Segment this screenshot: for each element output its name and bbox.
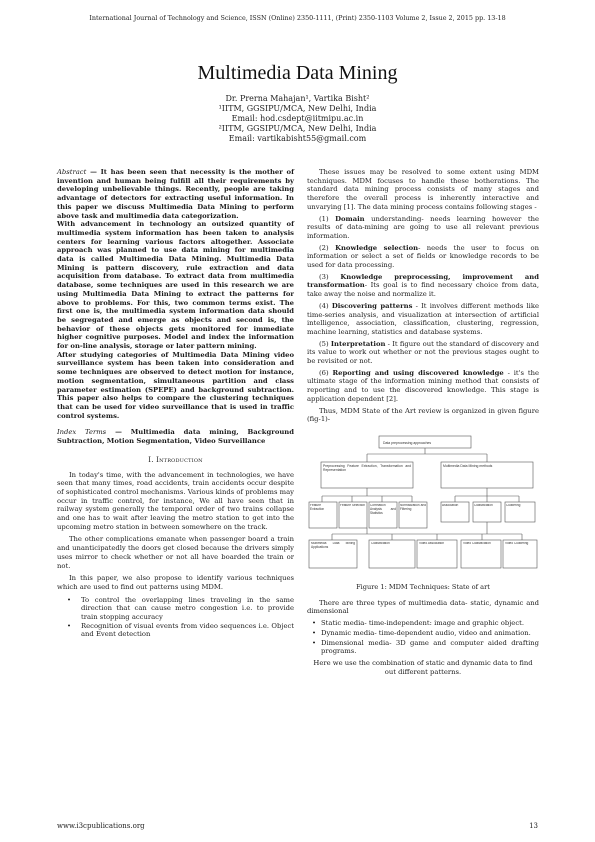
diagram-mid-left-label: Preprocessing Feature Extraction, Transformation and Representation: [323, 463, 411, 472]
abstract-p1: — It has been seen that necessity is the mother of invention and human being fulfill all their requirements by developing unbelievable things. Recently, people are taking advantage of detectors for extracting useful information. In this paper we discuss Multimedia Data Mining to perform above task and multimedia data categorization.: [57, 168, 295, 220]
stage-number: (5): [319, 339, 329, 348]
email-2: Email: vartikabisht55@gmail.com: [228, 134, 367, 143]
stage-number: (3): [319, 272, 329, 281]
stage-item: [307, 340, 539, 366]
stage-heading: Reporting and using discovered knowledge: [332, 368, 504, 377]
stage-number: (6): [319, 368, 329, 377]
diagram-child-label: Normalization and Filtering: [400, 503, 426, 511]
stage-number: (4): [319, 301, 329, 310]
stage-text: - It figure out the standard of discovery and its value to work out whether or not the previous stages ought to be revisited or not.: [307, 339, 539, 366]
diagram-app-label: Classification: [371, 541, 390, 545]
intro-paragraph-3: In this paper, we also propose to identify various techniques which are used to find out patterns using MDM.: [57, 574, 294, 591]
diagram-child-label: Classification: [474, 503, 493, 507]
running-header: International Journal of Technology and Science, ISSN (Online) 2350-1111, (Print) 2350-1103 Volume 2, Issue 2, 2015 pp. 13-18: [89, 14, 506, 22]
diagram-app-label: Video Clustering: [505, 541, 529, 545]
stage-text: understanding- needs learning however the results of data-mining are going to use all relevant previous information.: [307, 214, 539, 240]
author-block: [0, 94, 595, 144]
diagram-svg: [307, 430, 539, 580]
stage-item: [307, 244, 539, 270]
bullet-dot-icon: •: [311, 619, 316, 628]
mdm-techniques-diagram: [307, 430, 539, 580]
media-type-item: [307, 619, 539, 628]
media-type-item: [307, 639, 539, 656]
figure-intro: Thus, MDM State of the Art review is organized in given figure (fig-1)-: [307, 406, 539, 424]
media-type-text: Dynamic media- time-dependent audio, video and animation.: [321, 628, 531, 637]
email-1: Email: hod.csdept@iitmipu.ac.in: [231, 114, 364, 123]
diagram-child-label: Feature Selection: [340, 503, 365, 507]
diagram-app-label: Multimedia Data Mining Applications: [311, 541, 355, 549]
intro-paragraph-1: In today's time, with the advancement in technologies, we have seen that many times, road accidents, train accidents occur despite of sophisticated control mechanisms. Various kinds of problems may occur in traffic control, for instance, We all have seen that in railway system generally the temporal order of two trains collapse and one has to wait after leaving the metro station to get into the upcoming metro station in between somewhere on the track.: [57, 470, 294, 531]
bullet-dot-icon: •: [311, 628, 316, 637]
stage-text: - it's the ultimate stage of the information mining method that consists of reporting and to use the discovered knowledge. This stage is application dependent [2].: [307, 368, 540, 403]
intro-bullet-text: To control the overlapping lines traveling in the same direction that can cause metro congestion i.e. to provide train stopping accuracy: [81, 595, 294, 622]
stage-item: [307, 302, 539, 337]
stage-item: [307, 215, 539, 241]
bullet-dot-icon: •: [311, 638, 316, 647]
stage-heading: Knowledge selection: [335, 243, 419, 252]
intro-bullet-text: Recognition of visual events from video sequences i.e. Object and Event detection: [81, 621, 294, 639]
section-number: I.: [148, 455, 154, 464]
left-column: [57, 168, 294, 639]
stage-text: - Its goal is to find necessary choice from data, take away the noise and normalize it.: [307, 281, 539, 299]
figure-caption: Figure 1: MDM Techniques: State of art: [356, 582, 490, 591]
abstract-label: Abstract: [57, 168, 87, 176]
media-type-item: [307, 629, 539, 638]
diagram-child-label: Association: [442, 503, 459, 507]
author-names: Dr. Prerna Mahajan¹, Vartika Bisht²: [225, 94, 370, 103]
stage-item: [307, 273, 539, 299]
stage-text: - It involves different methods like time-series analysis, and visualization at intersection of artificial intelligence, association, classification, clustering, regression, machine learning, statistics and database systems.: [307, 301, 539, 336]
diagram-child-label: Clustering: [506, 503, 521, 507]
right-column: [307, 168, 539, 679]
footer-website: www.i3cpublications.org: [57, 822, 145, 830]
intro-bullet: [57, 622, 294, 639]
stage-heading: Discovering patterns: [331, 301, 413, 310]
closing-paragraph: Here we use the combination of static and dynamic data to find out different patterns.: [313, 658, 533, 676]
index-terms: [57, 428, 294, 445]
diagram-app-label: Video Association: [419, 541, 445, 545]
section-title: Introduction: [156, 455, 203, 464]
diagram-child-label: Feature Extraction: [310, 503, 325, 511]
index-terms-text: — Multimedia data mining, Background Subtraction, Motion Segmentation, Video Surveillance: [57, 428, 294, 446]
stage-item: [307, 369, 539, 404]
stage-text: - needs the user to focus on information or select a set of fields or knowledge records to be used for data processing.: [307, 243, 539, 270]
diagram-top-label: Data preprocessing approaches: [383, 440, 432, 445]
section-heading: [57, 456, 294, 465]
diagram-app-label: Video Classification: [463, 541, 491, 545]
stage-number: (1): [319, 214, 329, 223]
paper-title: Multimedia Data Mining: [197, 62, 398, 84]
media-type-text: Dimensional media- 3D game and computer aided drafting programs.: [321, 638, 539, 656]
index-terms-label: Index Terms: [57, 428, 107, 437]
diagram-child-label: Correlation Analysis and Statistics: [370, 503, 396, 515]
page-number: 13: [529, 822, 538, 830]
abstract-p3: After studying categories of Multimedia Data Mining video surveillance system has been taken into consideration and some techniques are observed to detect motion for instance, motion segmentation, simultaneous partition and class parameter estimation (SPEPE) and background subtraction. This paper also helps to compare the clustering techniques that can be used for video surveillance that is used in traffic control systems.: [57, 350, 294, 420]
process-intro: These issues may be resolved to some extent using MDM techniques. MDM focuses to handle these botherations. The standard data mining process consists of many stages and therefore the overall process is inherently interactive and unvarying [1]. The data mining process contains following stages -: [307, 168, 539, 211]
affiliation-2: ²IITM, GGSIPU/MCA, New Delhi, India: [218, 124, 377, 133]
diagram-mid-right-label: Multimedia Data Mining methods: [443, 463, 493, 468]
stage-heading: Knowledge preprocessing, improvement and transformation: [307, 272, 539, 290]
stage-number: (2): [319, 243, 329, 252]
media-type-text: Static media- time-independent: image and graphic object.: [321, 619, 525, 628]
abstract-p2: With advancement in technology an outsized quantity of multimedia system information has been taken to analysis centers for learning various factors altogether. Associate approach was planned to use data mining for multimedia data is called Multimedia Data Mining. Multimedia Data Mining is pattern discovery, rule extraction and data acquisition from database. To extract data from multimedia database, some techniques are used in this research we are using Multimedia Data Mining to extract the patterns for above to problems. For this, two common terms exist. The first one is, the multimedia system information data should be segregated and emerge as objects and second is, the behavior of these objects gets monitored for immediate higher cognitive purposes. Model and index the information for on-line analysis, storage or later pattern mining.: [57, 220, 294, 351]
intro-bullet: [57, 596, 294, 622]
stage-heading: Domain: [335, 214, 365, 223]
bullet-dot-icon: •: [66, 621, 71, 630]
abstract: [57, 168, 294, 420]
affiliation-1: ¹IITM, GGSIPU/MCA, New Delhi, India: [218, 104, 377, 113]
bullet-dot-icon: •: [66, 595, 71, 604]
stage-heading: Interpretation: [330, 339, 386, 348]
media-types-intro: There are three types of multimedia data- static, dynamic and dimensional: [307, 598, 539, 616]
intro-paragraph-2: The other complications emanate when passenger board a train and unanticipatedly the doors get closed because the drivers simply uses mirror to check whether or not all have boarded the train or not.: [57, 535, 294, 570]
